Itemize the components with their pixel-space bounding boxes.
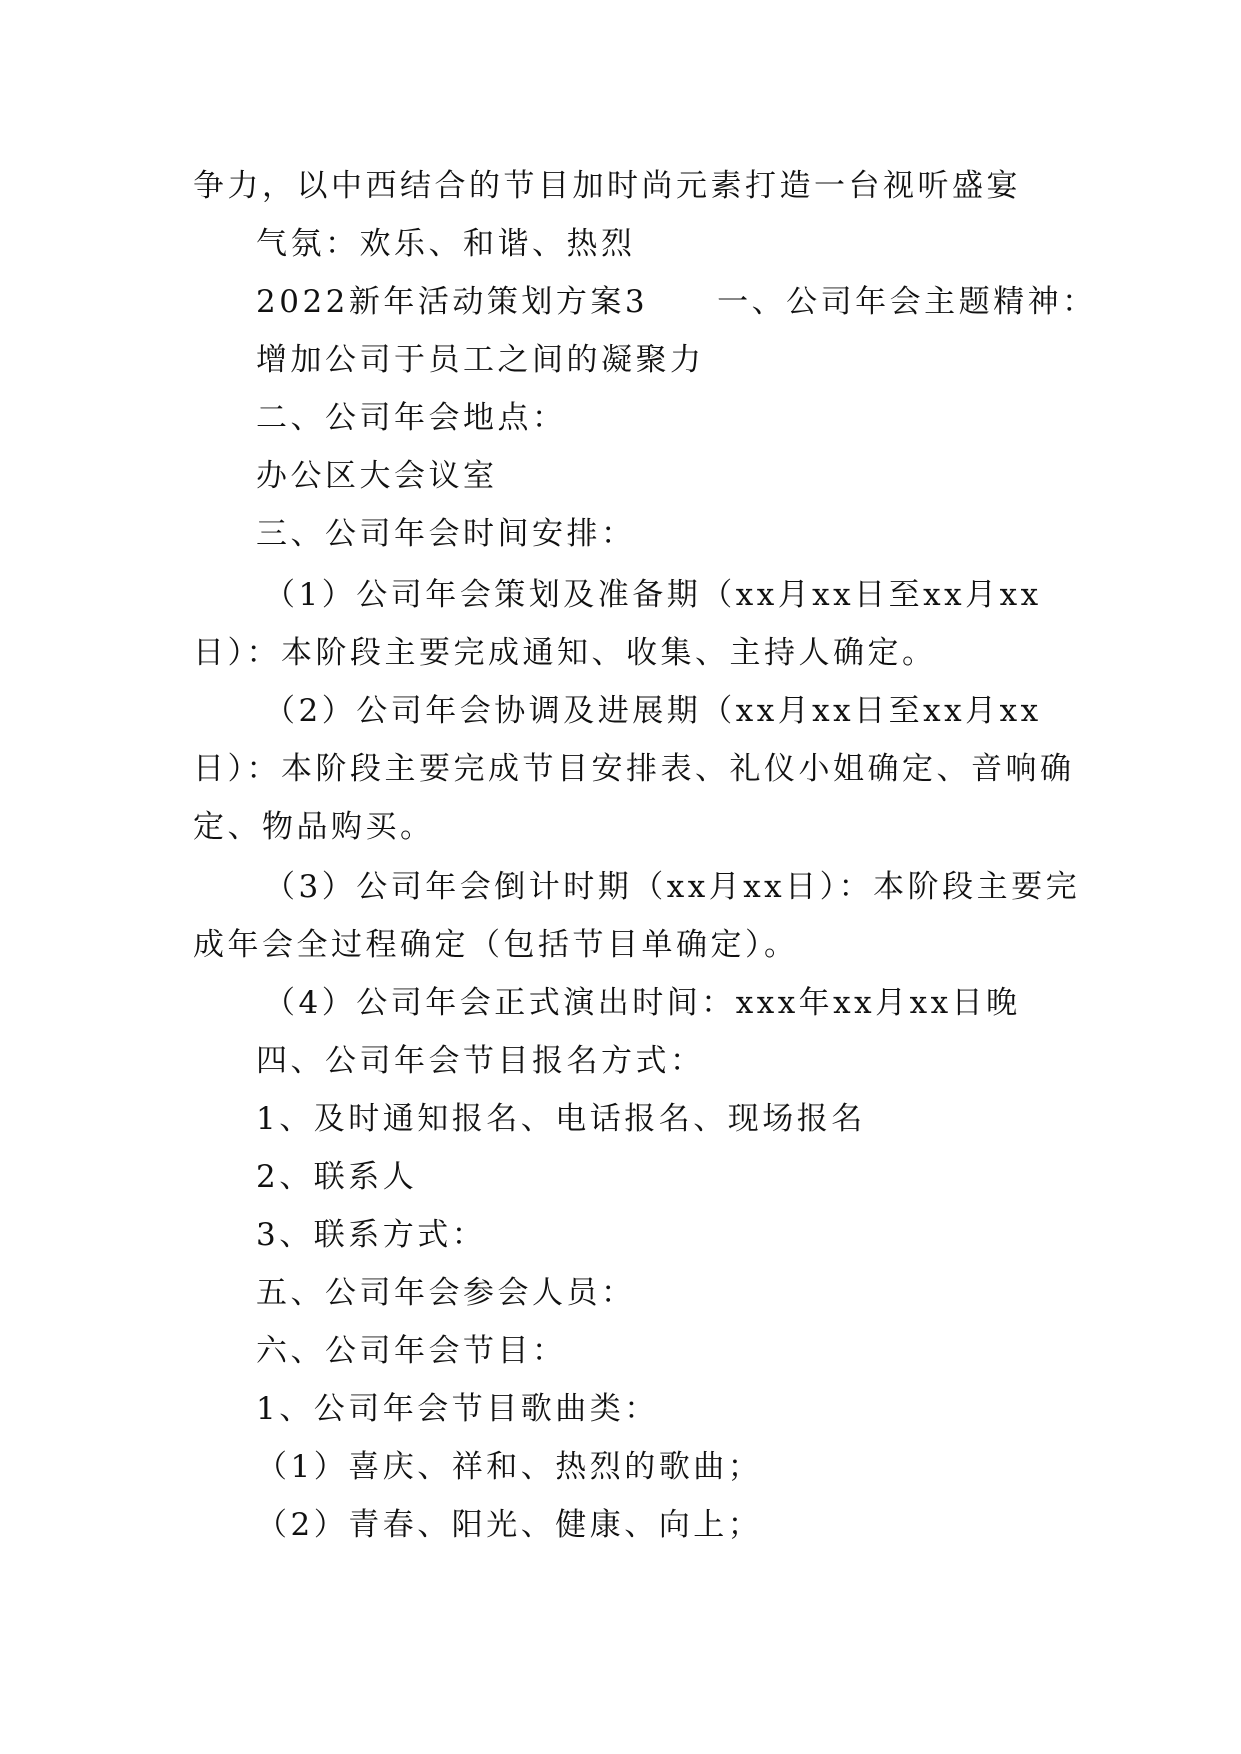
list-item: 1、公司年会节目歌曲类： bbox=[256, 1391, 659, 1427]
text-line: 日）：本阶段主要完成通知、收集、主持人确定。 bbox=[193, 635, 937, 671]
text-line: 增加公司于员工之间的凝聚力 bbox=[256, 342, 705, 378]
section-heading: 四、公司年会节目报名方式： bbox=[256, 1043, 705, 1079]
list-item: 2、联系人 bbox=[256, 1159, 418, 1195]
text-line: 气氛：欢乐、和谐、热烈 bbox=[256, 226, 636, 262]
text-line: 成年会全过程确定（包括节目单确定）。 bbox=[193, 927, 799, 963]
list-item: （1）公司年会策划及准备期（xx月xx日至xx月xx bbox=[264, 577, 1042, 613]
list-item: （4）公司年会正式演出时间：xxx年xx月xx日晚 bbox=[264, 985, 1021, 1021]
list-item: （2）青春、阳光、健康、向上； bbox=[256, 1507, 763, 1543]
text-line: 日）：本阶段主要完成节目安排表、礼仪小姐确定、音响确 bbox=[193, 751, 1075, 787]
section-heading: 六、公司年会节目： bbox=[256, 1333, 567, 1369]
text-line: 争力，以中西结合的节目加时尚元素打造一台视听盛宴 bbox=[193, 168, 1021, 204]
list-item: 1、及时通知报名、电话报名、现场报名 bbox=[256, 1101, 866, 1137]
section-heading: 五、公司年会参会人员： bbox=[256, 1275, 636, 1311]
list-item: 3、联系方式： bbox=[256, 1217, 487, 1253]
section-heading: 三、公司年会时间安排： bbox=[256, 516, 636, 552]
list-item: （1）喜庆、祥和、热烈的歌曲； bbox=[256, 1449, 763, 1485]
list-item: （2）公司年会协调及进展期（xx月xx日至xx月xx bbox=[264, 693, 1042, 729]
text-line: 定、物品购买。 bbox=[193, 809, 435, 845]
section-heading: 2022新年活动策划方案3 一、公司年会主题精神： bbox=[256, 284, 1097, 320]
section-heading: 二、公司年会地点： bbox=[256, 400, 567, 436]
text-line: 办公区大会议室 bbox=[256, 458, 498, 494]
list-item: （3）公司年会倒计时期（xx月xx日）：本阶段主要完 bbox=[264, 869, 1081, 905]
